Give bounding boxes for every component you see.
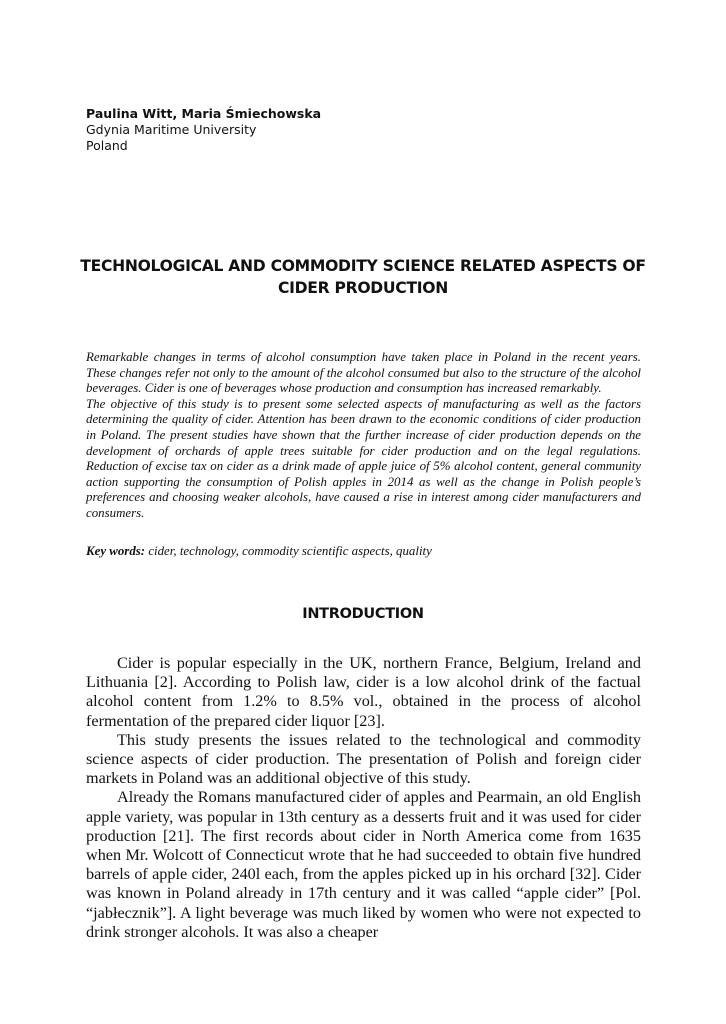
author-affiliation: Gdynia Maritime University	[86, 122, 257, 137]
abstract-paragraph: Remarkable changes in terms of alcohol consumption have taken place in Poland in the recent years. These changes refer not only to the amount of the alcohol consumed but also to the structure of the alcohol beverages. Cider is one of beverages whose production and consumption has increased remarkably.	[86, 350, 641, 396]
keywords	[86, 543, 641, 559]
introduction-body	[86, 654, 641, 942]
abstract	[86, 350, 641, 522]
keywords-label: Key words:	[86, 544, 146, 558]
section-heading-introduction: INTRODUCTION	[302, 606, 424, 622]
author-country: Poland	[86, 138, 128, 153]
abstract-paragraph: The objective of this study is to present some selected aspects of manufacturing as well as the factors determining the quality of cider. Attention has been drawn to the economic conditions of cider production in Poland. The present studies have shown that the further increase of cider production depends on the development of orchards of apple trees suitable for cider production and on the legal regulations. Reduction of excise tax on cider as a drink made of apple juice of 5% alcohol content, general community action supporting the consumption of Polish apples in 2014 as well as the change in Polish people’s preferences and choosing weaker alcohols, have caused a rise in interest among cider manufacturers and consumers.	[86, 396, 641, 520]
paper-title: TECHNOLOGICAL AND COMMODITY SCIENCE RELATED ASPECTS OF CIDER PRODUCTION	[80, 257, 646, 297]
author-block	[86, 106, 321, 154]
body-paragraph: Already the Romans manufactured cider of apples and Pearmain, an old English apple variety, was popular in 13th century as a desserts fruit and it was used for cider production [21]. The first records about cider in North America come from 1635 when Mr. Wolcott of Connecticut wrote that he had succeeded to obtain five hundred barrels of apple cider, 240l each, from the apples picked up in his orchard [32]. Cider was known in Poland already in 17th century and it was called “apple cider” [Pol. “jabłecznik”]. A light beverage was much liked by women who were not expected to drink stronger alcohols. It was also a cheaper	[86, 788, 641, 941]
body-paragraph: This study presents the issues related to the technological and commodity science aspects of cider production. The presentation of Polish and foreign cider markets in Poland was an additional objective of this study.	[86, 730, 641, 788]
body-paragraph: Cider is popular especially in the UK, northern France, Belgium, Ireland and Lithuania [2]. According to Polish law, cider is a low alcohol drink of the factual alcohol content from 1.2% to 8.5% vol., obtained in the process of alcohol fermentation of the prepared cider liquor [23].	[86, 654, 641, 730]
author-names: Paulina Witt, Maria Śmiechowska	[86, 106, 322, 121]
keywords-text: cider, technology, commodity scientific aspects, quality	[148, 544, 432, 558]
